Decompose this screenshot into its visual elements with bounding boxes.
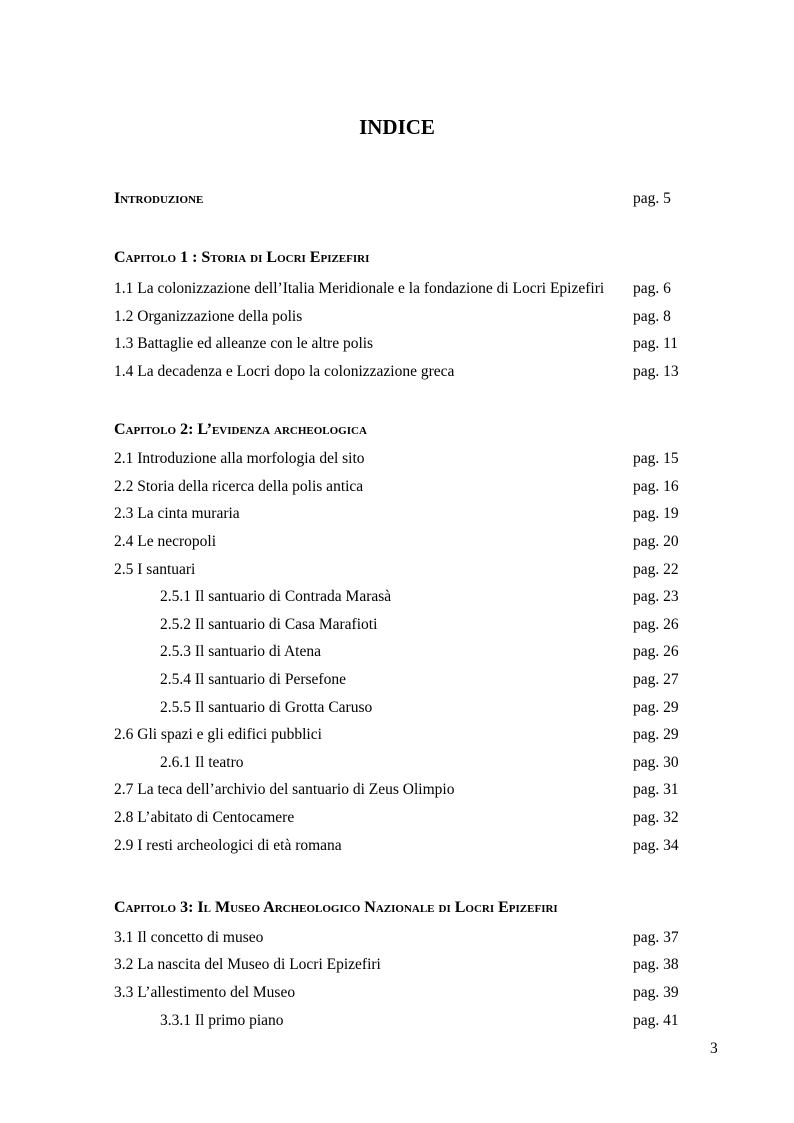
toc-page-ref: pag. 27 xyxy=(633,671,679,688)
toc-subentry[interactable] xyxy=(114,641,680,663)
toc-entry[interactable] xyxy=(114,927,680,949)
toc-page-ref: pag. 38 xyxy=(633,956,679,973)
toc-entry-label: 2.5.3 Il santuario di Atena xyxy=(160,643,321,660)
toc-page-ref: pag. 13 xyxy=(633,363,679,380)
toc-entry-label: 2.4 Le necropoli xyxy=(114,533,217,550)
toc-entry[interactable] xyxy=(114,503,680,525)
toc-subentry[interactable] xyxy=(114,752,680,774)
toc-entry-label: 2.5.1 Il santuario di Contrada Marasà xyxy=(160,588,392,605)
toc-chapter-2-heading[interactable] xyxy=(114,419,680,441)
toc-page-ref: pag. 32 xyxy=(633,809,679,826)
toc-entry[interactable] xyxy=(114,724,680,746)
toc-heading-label: Capitolo 3: Il Museo Archeologico Nazionale di Locri Epizefiri xyxy=(114,899,558,916)
toc-page-ref: pag. 19 xyxy=(633,505,679,522)
toc-page-ref: pag. 8 xyxy=(633,308,671,325)
toc-entry[interactable] xyxy=(114,476,680,498)
toc-entry-label: 1.4 La decadenza e Locri dopo la colonizzazione greca xyxy=(114,363,455,380)
toc-page-ref: pag. 39 xyxy=(633,984,679,1001)
toc-entry[interactable] xyxy=(114,982,680,1004)
toc-entry[interactable] xyxy=(114,361,680,383)
toc-entry-introduzione[interactable] xyxy=(114,188,680,210)
toc-entry-label: 3.3 L’allestimento del Museo xyxy=(114,984,296,1001)
toc-entry-label: 3.3.1 Il primo piano xyxy=(160,1012,284,1029)
toc-chapter-1-heading[interactable] xyxy=(114,247,680,269)
toc-entry-label: 2.2 Storia della ricerca della polis antica xyxy=(114,478,364,495)
toc-entry[interactable] xyxy=(114,835,680,857)
toc-subentry[interactable] xyxy=(114,614,680,636)
toc-page-ref: pag. 29 xyxy=(633,699,679,716)
toc-entry[interactable] xyxy=(114,278,680,300)
toc-entry-label: 1.1 La colonizzazione dell’Italia Meridionale e la fondazione di Locri Epizefiri xyxy=(114,280,605,297)
toc-page-ref: pag. 22 xyxy=(633,561,679,578)
toc-entry[interactable] xyxy=(114,779,680,801)
toc-entry-label: 2.5 I santuari xyxy=(114,561,196,578)
toc-entry-label: 2.5.2 Il santuario di Casa Marafioti xyxy=(160,616,378,633)
toc-entry[interactable] xyxy=(114,807,680,829)
toc-page-ref: pag. 5 xyxy=(633,190,671,207)
toc-page-ref: pag. 11 xyxy=(633,335,679,352)
toc-entry[interactable] xyxy=(114,306,680,328)
toc-entry-label: 2.6.1 Il teatro xyxy=(160,754,244,771)
toc-entry-label: 2.9 I resti archeologici di età romana xyxy=(114,837,342,854)
toc-entry-label: 1.2 Organizzazione della polis xyxy=(114,308,303,325)
toc-entry-label: 2.3 La cinta muraria xyxy=(114,505,240,522)
toc-entry[interactable] xyxy=(114,559,680,581)
toc-entry[interactable] xyxy=(114,531,680,553)
toc-heading-label: Capitolo 1 : Storia di Locri Epizefiri xyxy=(114,249,370,266)
toc-page-ref: pag. 16 xyxy=(633,478,679,495)
toc-entry[interactable] xyxy=(114,333,680,355)
toc-page-ref: pag. 31 xyxy=(633,781,679,798)
toc-entry-label: 2.5.5 Il santuario di Grotta Caruso xyxy=(160,699,373,716)
toc-entry-label: 2.7 La teca dell’archivio del santuario di Zeus Olimpio xyxy=(114,781,455,798)
toc-entry-label: 2.6 Gli spazi e gli edifici pubblici xyxy=(114,726,322,743)
toc-entry-label: 2.8 L’abitato di Centocamere xyxy=(114,809,295,826)
toc-page-ref: pag. 6 xyxy=(633,280,671,297)
toc-chapter-3-heading[interactable] xyxy=(114,897,680,919)
page-number: 3 xyxy=(710,1040,718,1057)
toc-page-ref: pag. 29 xyxy=(633,726,679,743)
toc-entry[interactable] xyxy=(114,954,680,976)
toc-entry-label: 3.2 La nascita del Museo di Locri Epizefiri xyxy=(114,956,381,973)
toc-page-ref: pag. 15 xyxy=(633,450,679,467)
toc-subentry[interactable] xyxy=(114,697,680,719)
toc-entry-label: 2.5.4 Il santuario di Persefone xyxy=(160,671,346,688)
toc-page-ref: pag. 26 xyxy=(633,616,679,633)
toc-entry-label: 2.1 Introduzione alla morfologia del sito xyxy=(114,450,365,467)
toc-subentry[interactable] xyxy=(114,669,680,691)
toc-heading-label: Introduzione xyxy=(114,190,204,207)
toc-entry-label: 3.1 Il concetto di museo xyxy=(114,929,264,946)
toc-page-ref: pag. 20 xyxy=(633,533,679,550)
page-title: INDICE xyxy=(359,115,435,139)
toc-page-ref: pag. 26 xyxy=(633,643,679,660)
toc-page-ref: pag. 41 xyxy=(633,1012,679,1029)
toc-subentry[interactable] xyxy=(114,1010,680,1032)
toc-page-ref: pag. 30 xyxy=(633,754,679,771)
toc-page-ref: pag. 23 xyxy=(633,588,679,605)
toc-heading-label: Capitolo 2: L’evidenza archeologica xyxy=(114,421,367,438)
toc-entry-label: 1.3 Battaglie ed alleanze con le altre polis xyxy=(114,335,374,352)
toc-entry[interactable] xyxy=(114,448,680,470)
toc-page-ref: pag. 37 xyxy=(633,929,679,946)
toc-subentry[interactable] xyxy=(114,586,680,608)
toc-page-ref: pag. 34 xyxy=(633,837,679,854)
